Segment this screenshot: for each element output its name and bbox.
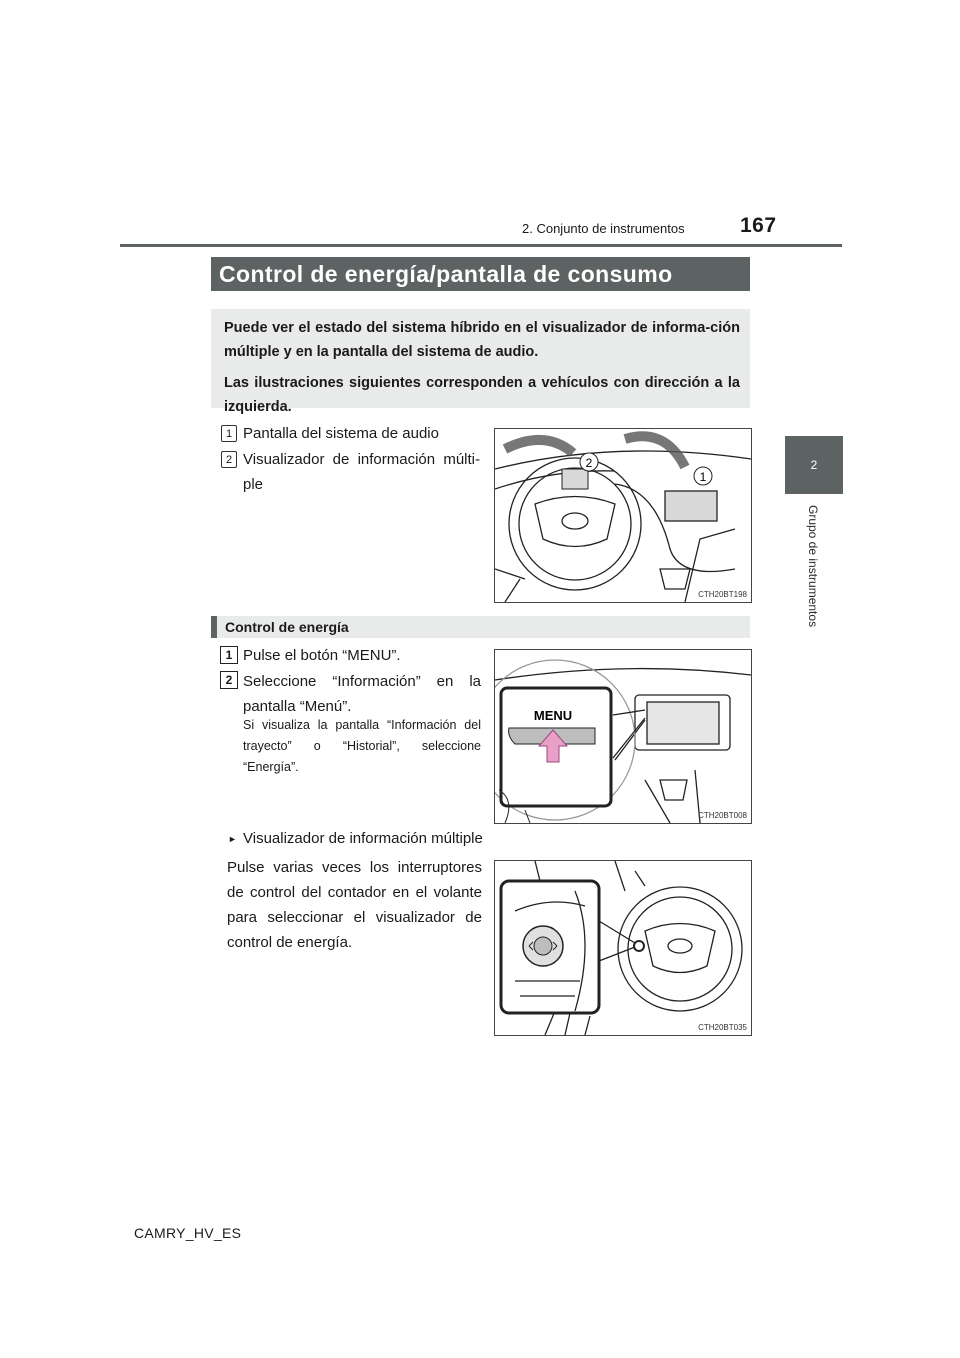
figure-code: CTH20BT198 [698, 590, 747, 599]
bullet-text: Pulse varias veces los interruptores de control del contador en el volante para seleccionar el visualizador de control de energía. [227, 859, 482, 951]
callout-number: 1 [699, 470, 707, 484]
subsection-stripe [211, 616, 217, 638]
legend-number: 1 [221, 425, 237, 442]
menu-button-illustration [495, 650, 751, 823]
intro-box [211, 309, 750, 415]
menu-button-label: MENU [533, 708, 573, 723]
subsection-header [211, 616, 750, 638]
callout-number: 2 [585, 456, 593, 470]
menu-button-figure [494, 649, 752, 824]
dashboard-illustration [495, 429, 751, 602]
page-number: 167 [740, 214, 777, 237]
chapter-title: 2. Conjunto de instrumentos [522, 221, 685, 236]
page-title: Control de energía/pantalla de consumo [219, 261, 673, 287]
bullet-title: Visualizador de información múltiple [243, 830, 483, 847]
legend-number: 2 [221, 451, 237, 468]
document-code: CAMRY_HV_ES [134, 1225, 242, 1241]
side-tab-label: Grupo de instrumentos [806, 505, 820, 628]
subsection-title: Control de energía [225, 619, 349, 635]
figure-code: CTH20BT035 [698, 1023, 747, 1032]
section-title-bar [211, 257, 750, 291]
side-tab: 2 [785, 436, 843, 494]
step-text: Seleccione “Información” en la pantalla “Menú”. [243, 673, 481, 715]
step-text: Pulse el botón “MENU”. [243, 647, 401, 664]
legend-item-text: Pantalla del sistema de audio [243, 425, 439, 442]
steering-switch-figure [494, 860, 752, 1036]
intro-paragraph-1: Puede ver el estado del sistema híbrido en el visualizador de informa-ción múltiple y en la pantalla del sistema de audio. [224, 320, 740, 360]
steering-switch-illustration [495, 861, 751, 1035]
bullet-marker: ► [228, 834, 237, 844]
step-note: Si visualiza la pantalla “Información del trayecto” o “Historial”, seleccione “Energía”. [243, 718, 481, 774]
legend-item-text: Visualizador de información múlti-ple [243, 451, 480, 493]
step-number: 2 [220, 671, 238, 689]
header-divider [120, 244, 842, 247]
figure-code: CTH20BT008 [698, 811, 747, 820]
step-number: 1 [220, 646, 238, 664]
intro-paragraph-2: Las ilustraciones siguientes corresponden a vehículos con dirección a la izquierda. [224, 375, 740, 415]
dashboard-figure [494, 428, 752, 603]
